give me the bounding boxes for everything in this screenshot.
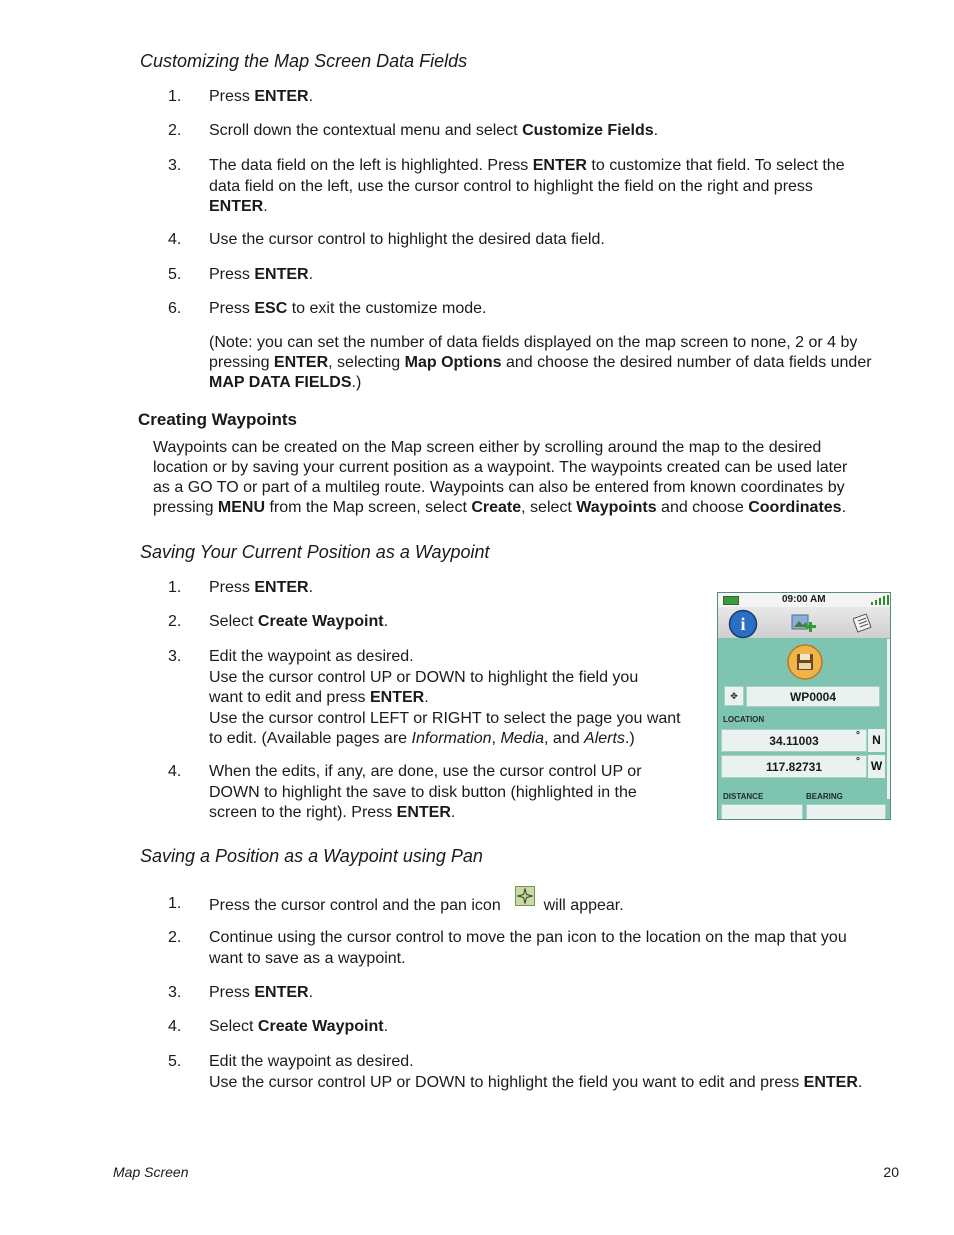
step-text: When the edits, if any, are done, use the cursor control UP or DOWN to highlight the save to disk button (highlighted in the screen to the right). Press ENTER. bbox=[209, 763, 642, 821]
battery-icon bbox=[723, 596, 739, 605]
bearing-field[interactable] bbox=[806, 804, 886, 820]
step-number: 3. bbox=[168, 648, 182, 665]
section-heading-saving-current: Saving Your Current Position as a Waypoint bbox=[140, 542, 490, 562]
step-text: Select Create Waypoint. bbox=[209, 613, 389, 630]
bearing-label: BEARING bbox=[806, 792, 843, 801]
step-number: 6. bbox=[168, 300, 182, 317]
waypoint-name-field[interactable]: WP0004 bbox=[746, 686, 880, 707]
step-text: Edit the waypoint as desired. Use the cursor control UP or DOWN to highlight the field you want to edit and press ENTER. bbox=[209, 1053, 863, 1091]
step-number: 3. bbox=[168, 157, 182, 174]
section-heading-creating-waypoints: Creating Waypoints bbox=[138, 410, 297, 429]
step-number: 4. bbox=[168, 231, 182, 248]
step-number: 3. bbox=[168, 984, 182, 1001]
signal-icon bbox=[871, 595, 889, 605]
distance-field[interactable] bbox=[721, 804, 803, 820]
step-text: Use the cursor control to highlight the desired data field. bbox=[209, 231, 605, 248]
longitude-field[interactable]: 117.82731 ° bbox=[721, 755, 867, 778]
step-text: Press ENTER. bbox=[209, 88, 314, 105]
step-text: Press ENTER. bbox=[209, 984, 314, 1001]
pan-icon bbox=[515, 886, 535, 906]
step-number: 4. bbox=[168, 1018, 182, 1035]
step-number: 1. bbox=[168, 895, 182, 912]
step-text: Scroll down the contextual menu and select Customize Fields. bbox=[209, 122, 659, 139]
step-number: 2. bbox=[168, 122, 182, 139]
step-number: 5. bbox=[168, 266, 182, 283]
note-paragraph: (Note: you can set the number of data fields displayed on the map screen to none, 2 or 4 by pressing ENTER, selecting Map Options and choose the desired number of data fields under MAP DATA FIELDS.) bbox=[209, 334, 872, 391]
step-text: Press ESC to exit the customize mode. bbox=[209, 300, 487, 317]
section-heading-saving-pan: Saving a Position as a Waypoint using Pan bbox=[140, 846, 483, 866]
location-label: LOCATION bbox=[723, 715, 765, 724]
device-status-bar bbox=[718, 593, 891, 607]
step-number: 2. bbox=[168, 613, 182, 630]
step-number: 4. bbox=[168, 763, 182, 780]
intro-paragraph: Waypoints can be created on the Map screen either by scrolling around the map to the desired location or by saving your current position as a waypoint. The waypoints created can be used later as a GO TO or part of a multileg route. Waypoints can also be entered from known coordinates by pressing MENU from the Map screen, select Create, select Waypoints and choose Coordinates. bbox=[153, 439, 848, 516]
scrollbar[interactable] bbox=[887, 639, 890, 799]
latitude-field[interactable]: 34.11003 ° bbox=[721, 729, 867, 752]
device-toolbar bbox=[718, 607, 891, 638]
section-heading-customizing: Customizing the Map Screen Data Fields bbox=[140, 51, 468, 71]
device-clock: 09:00 AM bbox=[782, 594, 826, 605]
page-number: 20 bbox=[883, 1164, 899, 1180]
step-number: 2. bbox=[168, 929, 182, 946]
media-add-icon[interactable] bbox=[790, 612, 818, 639]
step-text: The data field on the left is highlighted. Press ENTER to customize that field. To select the data field on the left, use the cursor control to highlight the field on the right and press ENTER. bbox=[209, 157, 845, 215]
step-text: Press ENTER. bbox=[209, 266, 314, 283]
longitude-direction[interactable]: W bbox=[868, 755, 885, 778]
footer-section-title: Map Screen bbox=[113, 1164, 189, 1180]
alerts-icon[interactable] bbox=[853, 613, 875, 638]
step-text: Press the cursor control and the pan icon will appear. bbox=[209, 894, 894, 917]
step-text: Edit the waypoint as desired. Use the cursor control UP or DOWN to highlight the field you want to edit and press ENTER. Use the cursor control LEFT or RIGHT to select the page you want to edit. (Available pages are Information, Media, and Alerts.) bbox=[209, 648, 681, 747]
distance-label: DISTANCE bbox=[723, 792, 764, 801]
step-text: Press ENTER. bbox=[209, 579, 314, 596]
step-number: 5. bbox=[168, 1053, 182, 1070]
latitude-direction[interactable]: N bbox=[868, 729, 885, 752]
svg-text:i: i bbox=[740, 614, 746, 634]
step-number: 1. bbox=[168, 579, 182, 596]
step-text: Select Create Waypoint. bbox=[209, 1018, 389, 1035]
info-icon[interactable] bbox=[728, 609, 758, 644]
step-text: Continue using the cursor control to move the pan icon to the location on the map that you want to save as a waypoint. bbox=[209, 929, 847, 967]
save-disk-icon[interactable] bbox=[787, 644, 823, 685]
device-screenshot bbox=[717, 592, 891, 820]
step-number: 1. bbox=[168, 88, 182, 105]
waypoint-symbol-icon[interactable]: ✥ bbox=[724, 686, 744, 706]
